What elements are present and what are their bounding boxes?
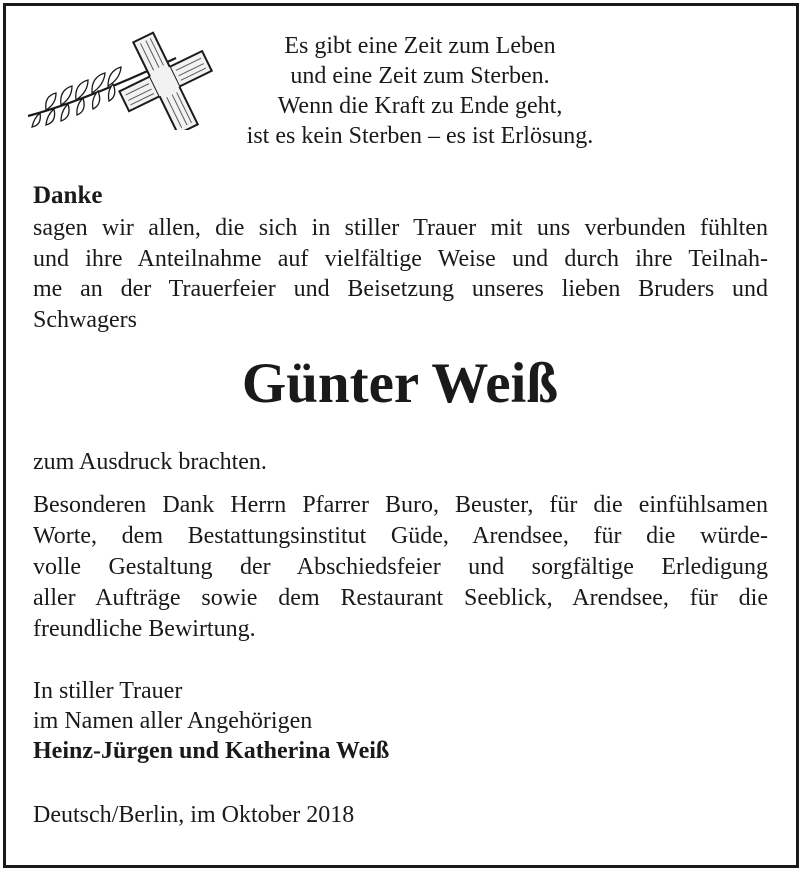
thanks-line: sagen wir allen, die sich in stiller Trauer mit uns verbunden fühlten	[33, 215, 768, 241]
signature-names: Heinz-Jürgen und Katherina Weiß	[33, 738, 390, 764]
thanks-line: Schwagers	[33, 306, 137, 333]
special-thanks-line: Besonderen Dank Herrn Pfarrer Buro, Beuster, für die einfühlsamen	[33, 492, 768, 518]
poem-line: Es gibt eine Zeit zum Leben	[284, 33, 556, 59]
poem-line: Wenn die Kraft zu Ende geht,	[277, 93, 563, 119]
special-thanks-line: Worte, dem Bestattungsinstitut Güde, Arendsee, für die würde-	[33, 523, 768, 549]
deceased-name: Günter Weiß	[241, 352, 559, 415]
thanks-line: und ihre Anteilnahme auf vielfältige Weise und durch ihre Teilnah-	[33, 245, 768, 272]
thanks-heading: Danke	[33, 182, 103, 209]
special-thanks-line: aller Aufträge sowie dem Restaurant Seeblick, Arendsee, für die	[33, 585, 768, 611]
signature-line: im Namen aller Angehörigen	[33, 708, 313, 734]
place-date: Deutsch/Berlin, im Oktober 2018	[33, 802, 355, 828]
poem-line: ist es kein Sterben – es ist Erlösung.	[246, 123, 594, 149]
thanks-line: me an der Trauerfeier und Beisetzung unseres lieben Bruders und	[33, 276, 768, 302]
signature-block	[33, 676, 389, 766]
special-thanks-line: freundliche Bewirtung.	[33, 616, 256, 642]
poem-line: und eine Zeit zum Sterben.	[290, 63, 550, 89]
thanks-paragraph	[33, 213, 768, 335]
poem	[180, 31, 660, 151]
special-thanks-line: volle Gestaltung der Abschiedsfeier und sorgfältige Erledigung	[33, 554, 768, 580]
signature-line: In stiller Trauer	[33, 678, 183, 704]
special-thanks-paragraph	[33, 490, 768, 645]
closing-text: zum Ausdruck brachten.	[33, 449, 267, 475]
